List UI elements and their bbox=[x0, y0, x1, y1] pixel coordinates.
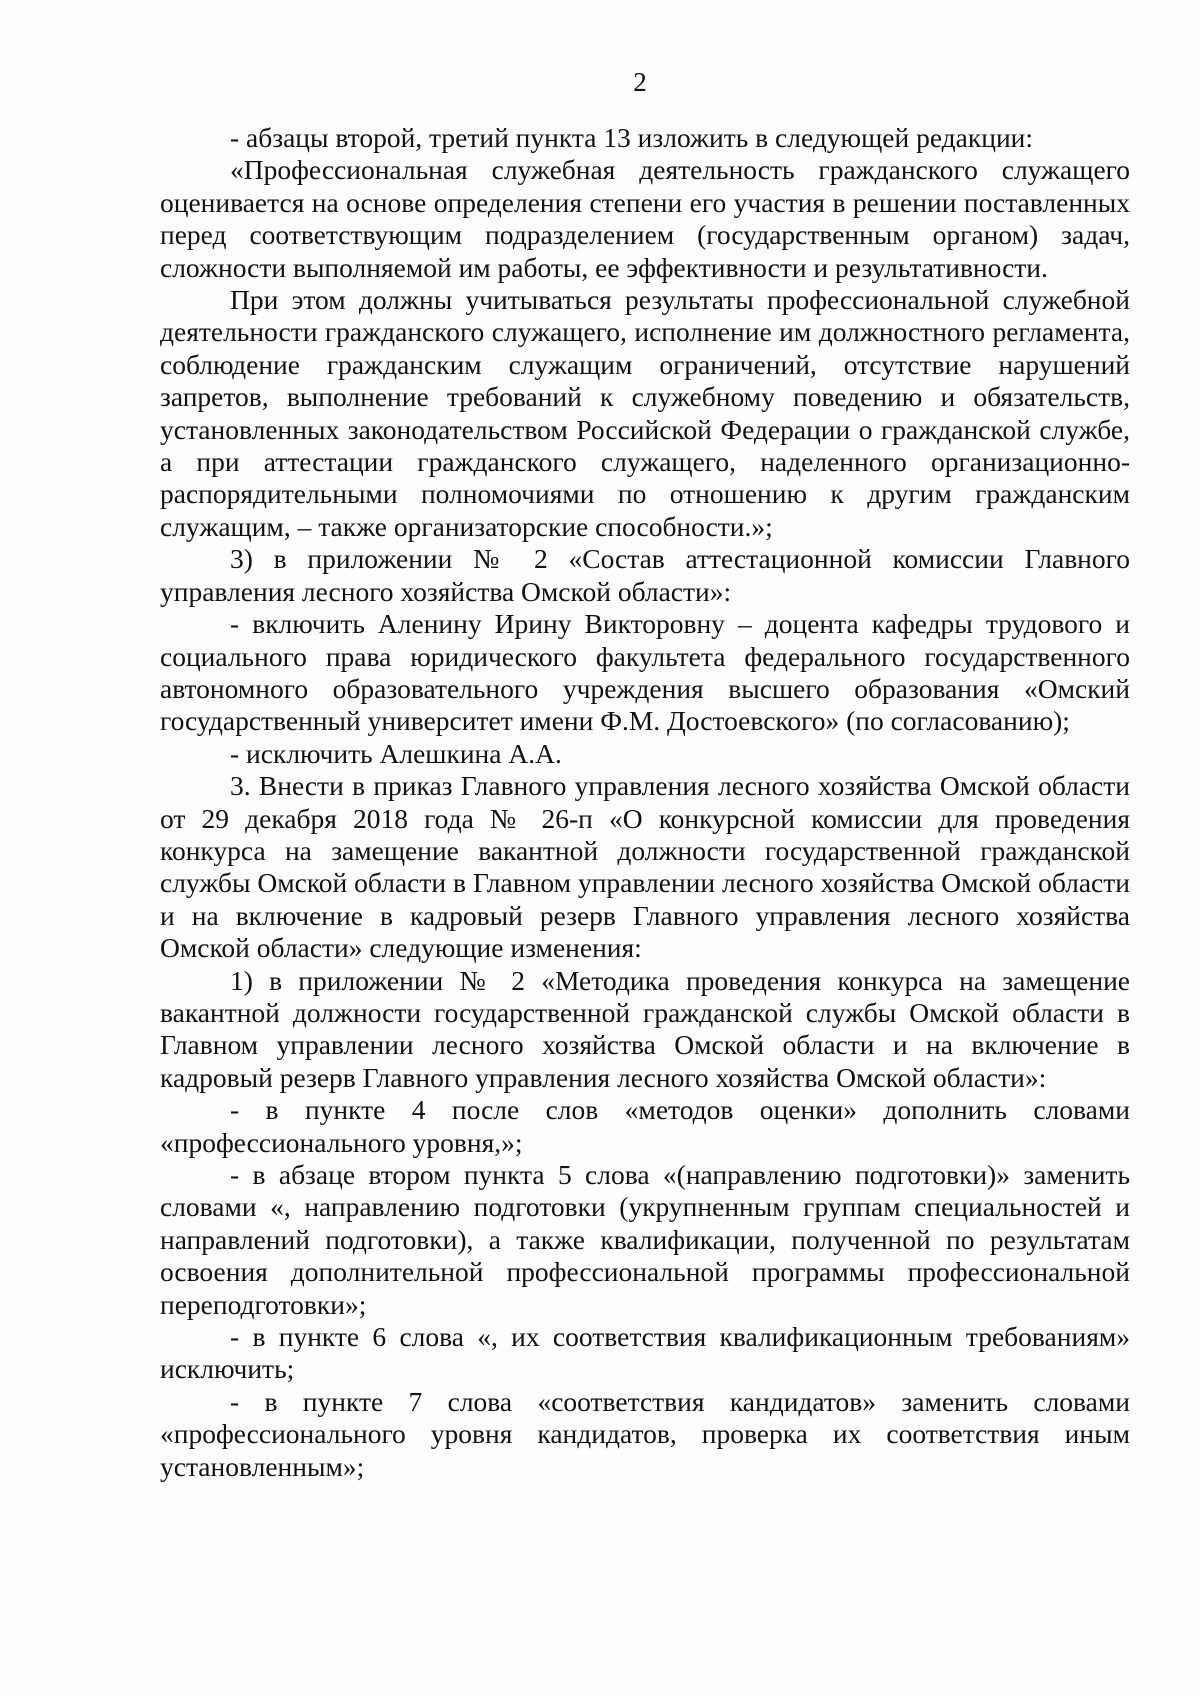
paragraph-2: «Профессиональная служебная деятельность гражданского служащего оценивается на основе определения степени его участия в решении поставленных перед соответствующим подразделением (государственным органом) задач, сложности выполняемой им работы, ее эффективности и результативности. bbox=[160, 154, 1130, 283]
paragraph-4: 3) в приложении № 2 «Состав аттестационной комиссии Главного управления лесного хозяйства Омской области»: bbox=[160, 543, 1130, 607]
page-number: 2 bbox=[633, 67, 647, 97]
paragraph-12: - в пункте 7 слова «соответствия кандидатов» заменить словами «профессионального уровня кандидатов, проверка их соответствия иным установленным»; bbox=[160, 1385, 1130, 1482]
document-body bbox=[160, 122, 1130, 1483]
paragraph-3: При этом должны учитываться результаты профессиональной служебной деятельности гражданского служащего, исполнение им должностного регламента, соблюдение гражданским служащим ограничений, отсутствие нарушений запретов, выполнение требований к служебному поведению и обязательств, установленных законодательством Российской Федерации о гражданской службе, а при аттестации гражданского служащего, наделенного организационно-распорядительными полномочиями по отношению к другим гражданским служащим, – также организаторские способности.»; bbox=[160, 284, 1130, 542]
paragraph-9: - в пункте 4 после слов «методов оценки» дополнить словами «профессионального уровня,»; bbox=[160, 1094, 1130, 1158]
paragraph-7: 3. Внести в приказ Главного управления лесного хозяйства Омской области от 29 декабря 2018 года № 26-п «О конкурсной комиссии для проведения конкурса на замещение вакантной должности государственной гражданской службы Омской области в Главном управлении лесного хозяйства Омской области и на включение в кадровый резерв Главного управления лесного хозяйства Омской области» следующие изменения: bbox=[160, 770, 1130, 964]
paragraph-8: 1) в приложении № 2 «Методика проведения конкурса на замещение вакантной должности государственной гражданской службы Омской области в Главном управлении лесного хозяйства Омской области и на включение в кадровый резерв Главного управления лесного хозяйства Омской области»: bbox=[160, 964, 1130, 1093]
paragraph-11: - в пункте 6 слова «, их соответствия квалификационным требованиям» исключить; bbox=[160, 1321, 1130, 1385]
paragraph-5: - включить Аленину Ирину Викторовну – доцента кафедры трудового и социального права юридического факультета федерального государственного автономного образовательного учреждения высшего образования «Омский государственный университет имени Ф.М. Достоевского» (по согласованию); bbox=[160, 608, 1130, 737]
paragraph-1: - абзацы второй, третий пункта 13 изложить в следующей редакции: bbox=[230, 122, 1034, 153]
paragraph-6: - исключить Алешкина А.А. bbox=[230, 737, 562, 769]
paragraph-10: - в абзаце втором пункта 5 слова «(направлению подготовки)» заменить словами «, направлению подготовки (укрупненным группам специальностей и направлений подготовки), а также квалификации, полученной по результатам освоения дополнительной профессиональной программы профессиональной переподготовки»; bbox=[160, 1159, 1130, 1320]
